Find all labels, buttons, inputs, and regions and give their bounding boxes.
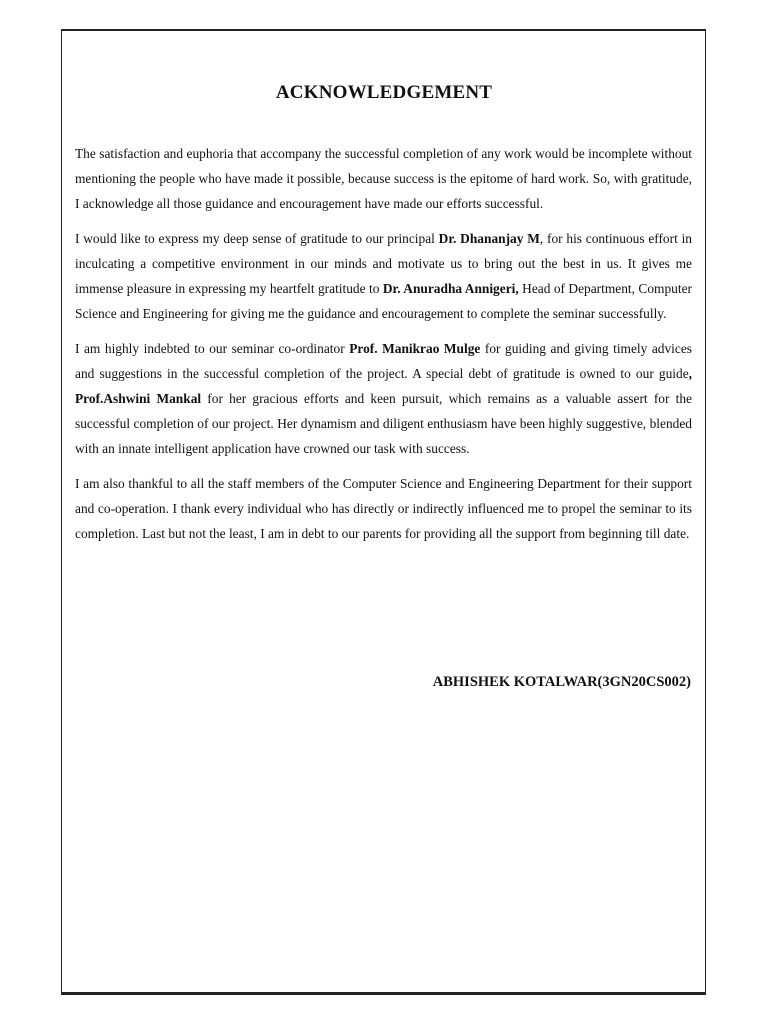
paragraph-intro <box>75 141 692 216</box>
paragraph-text: The satisfaction and euphoria that accompany the successful completion of any work would be incomplete without mentioning the people who have made it possible, because success is the epitome of hard work. So, with gratitude, I acknowledge all those guidance and encouragement have made our efforts successful. <box>75 146 692 211</box>
paragraph-text: , for his continuous effort in inculcating a competitive environment in our minds and motivate us to bring out the best in us. It gives me immense pleasure in expressing my heartfelt gratitude to <box>75 231 692 296</box>
paragraph-text: Head of Department, Computer Science and Engineering for giving me the guidance and encouragement to complete the seminar successfully. <box>75 281 692 321</box>
paragraph-coordinator-guide <box>75 336 692 461</box>
guide-name: , Prof.Ashwini Mankal <box>75 366 692 406</box>
paragraph-text: I am also thankful to all the staff members of the Computer Science and Engineering Department for their support and co-operation. I thank every individual who has directly or indirectly influenced me to propel the seminar to its completion. Last but not the least, I am in debt to our parents for providing all the support from beginning till date. <box>75 476 692 541</box>
coordinator-name: Prof. Manikrao Mulge <box>349 341 481 356</box>
paragraph-text: I would like to express my deep sense of gratitude to our principal <box>75 231 439 246</box>
paragraph-principal-hod <box>75 226 692 326</box>
paragraph-text: for her gracious efforts and keen pursuit, which remains as a valuable assert for the successful completion of our project. Her dynamism and diligent enthusiasm have been highly suggestive, blended with an innate intelligent application have crowned our task with success. <box>75 391 692 456</box>
paragraph-text: for guiding and giving timely advices and suggestions in the successful completion of the project. A special debt of gratitude is owned to our guide <box>75 341 692 381</box>
principal-name: Dr. Dhananjay M <box>438 231 540 246</box>
paragraph-staff-parents <box>75 471 692 546</box>
paragraph-text: I am highly indebted to our seminar co-ordinator <box>75 341 350 356</box>
author-signature: ABHISHEK KOTALWAR(3GN20CS002) <box>432 674 691 690</box>
page-title: ACKNOWLEDGEMENT <box>275 82 493 103</box>
hod-name: Dr. Anuradha Annigeri, <box>382 281 519 296</box>
acknowledgement-body <box>75 141 692 556</box>
